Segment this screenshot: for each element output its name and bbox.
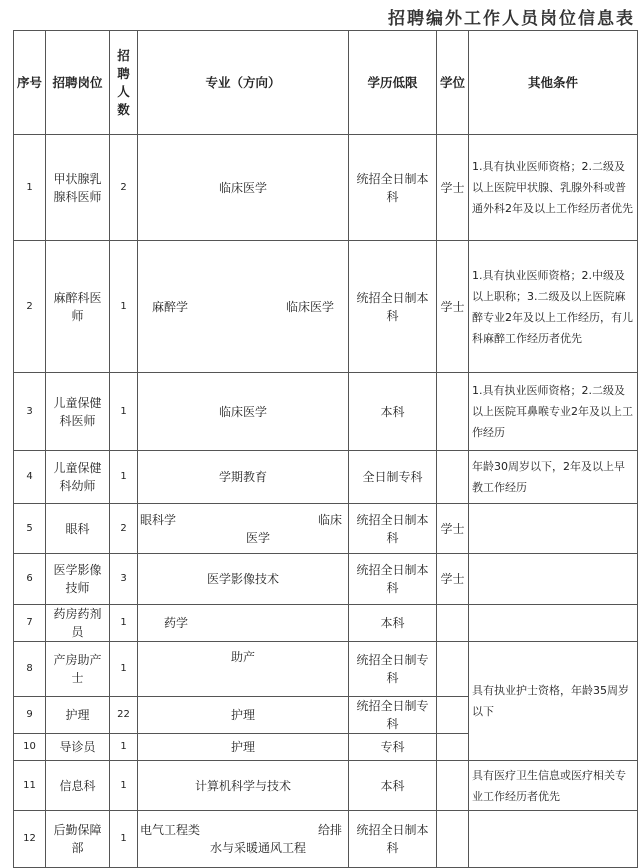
row-post: 后勤保障部 bbox=[46, 811, 110, 868]
row-major: 护理 bbox=[138, 697, 349, 734]
row-count: 1 bbox=[110, 734, 138, 761]
row-count: 1 bbox=[110, 761, 138, 811]
header-major: 专业（方向） bbox=[138, 31, 349, 135]
row-cond bbox=[469, 504, 638, 554]
row-edu: 全日制专科 bbox=[349, 451, 437, 504]
header-degree: 学位 bbox=[437, 31, 469, 135]
header-post: 招聘岗位 bbox=[46, 31, 110, 135]
row-cond: 1.具有执业医师资格；2.二级及以上医院甲状腺、乳腺外科或普通外科2年及以上工作经历者优先 bbox=[469, 135, 638, 241]
row-post: 护理 bbox=[46, 697, 110, 734]
row-major-a: 麻醉学 bbox=[152, 299, 189, 314]
row-edu: 统招全日制本科 bbox=[349, 135, 437, 241]
row-major: 助产 bbox=[138, 642, 349, 697]
row-count: 1 bbox=[110, 811, 138, 868]
row-edu: 专科 bbox=[349, 734, 437, 761]
row-major-b: 临床医学 bbox=[285, 299, 334, 314]
row-seq: 6 bbox=[14, 554, 46, 605]
row-seq: 12 bbox=[14, 811, 46, 868]
table-row bbox=[14, 504, 638, 554]
row-degree bbox=[437, 697, 469, 734]
row-post: 儿童保健科幼师 bbox=[46, 451, 110, 504]
row-seq: 11 bbox=[14, 761, 46, 811]
row-degree bbox=[437, 605, 469, 642]
row-post: 信息科 bbox=[46, 761, 110, 811]
row-seq: 9 bbox=[14, 697, 46, 734]
row-edu: 本科 bbox=[349, 373, 437, 451]
table-row bbox=[14, 761, 638, 811]
row-cond bbox=[469, 605, 638, 642]
row-major: 临床医学 bbox=[138, 373, 349, 451]
row-cond-merged: 具有执业护士资格，年龄35周岁以下 bbox=[469, 642, 638, 761]
row-edu: 统招全日制本科 bbox=[349, 504, 437, 554]
row-cond: 1.具有执业医师资格；2.二级及以上医院耳鼻喉专业2年及以上工作经历 bbox=[469, 373, 638, 451]
table-row bbox=[14, 241, 638, 373]
row-post: 医学影像技师 bbox=[46, 554, 110, 605]
row-major-c: 水与采暖通风工程 bbox=[209, 841, 306, 855]
row-edu: 统招全日制专科 bbox=[349, 642, 437, 697]
header-edu: 学历低限 bbox=[349, 31, 437, 135]
row-degree: 学士 bbox=[437, 135, 469, 241]
table-row bbox=[14, 642, 638, 697]
positions-table bbox=[13, 30, 638, 868]
row-edu: 统招全日制本科 bbox=[349, 811, 437, 868]
row-major: 医学影像技术 bbox=[138, 554, 349, 605]
row-count: 1 bbox=[110, 241, 138, 373]
row-major: 药学 bbox=[138, 605, 349, 642]
row-seq: 8 bbox=[14, 642, 46, 697]
row-count: 1 bbox=[110, 605, 138, 642]
row-major: 计算机科学与技术 bbox=[138, 761, 349, 811]
row-major-a: 电气工程类 bbox=[140, 823, 201, 837]
row-major-b: 给排 bbox=[317, 823, 342, 837]
row-degree: 学士 bbox=[437, 554, 469, 605]
table-row bbox=[14, 811, 638, 868]
table-row bbox=[14, 605, 638, 642]
row-count: 2 bbox=[110, 135, 138, 241]
row-seq: 7 bbox=[14, 605, 46, 642]
table-row bbox=[14, 373, 638, 451]
row-post: 儿童保健科医师 bbox=[46, 373, 110, 451]
row-cond: 1.具有执业医师资格；2.中级及以上职称；3.二级及以上医院麻醉专业2年及以上工作经历，有儿科麻醉工作经历者优先 bbox=[469, 241, 638, 373]
row-edu: 统招全日制专科 bbox=[349, 697, 437, 734]
row-edu: 统招全日制本科 bbox=[349, 241, 437, 373]
header-seq: 序号 bbox=[14, 31, 46, 135]
page-title: 招聘编外工作人员岗位信息表 bbox=[388, 9, 635, 29]
row-major: 临床医学 bbox=[138, 135, 349, 241]
row-major-a: 眼科学 bbox=[140, 512, 177, 527]
row-degree bbox=[437, 373, 469, 451]
row-major: 学期教育 bbox=[138, 451, 349, 504]
table-row bbox=[14, 135, 638, 241]
row-post: 导诊员 bbox=[46, 734, 110, 761]
row-major bbox=[138, 811, 349, 868]
header-row bbox=[14, 31, 638, 135]
row-count: 1 bbox=[110, 642, 138, 697]
row-degree: 学士 bbox=[437, 241, 469, 373]
row-degree bbox=[437, 734, 469, 761]
row-edu: 本科 bbox=[349, 605, 437, 642]
row-cond: 具有医疗卫生信息或医疗相关专业工作经历者优先 bbox=[469, 761, 638, 811]
row-count: 22 bbox=[110, 697, 138, 734]
table-row bbox=[14, 451, 638, 504]
row-seq: 2 bbox=[14, 241, 46, 373]
row-degree bbox=[437, 811, 469, 868]
row-seq: 4 bbox=[14, 451, 46, 504]
row-post: 甲状腺乳腺科医师 bbox=[46, 135, 110, 241]
row-post: 药房药剂员 bbox=[46, 605, 110, 642]
header-count: 招聘人数 bbox=[110, 31, 138, 135]
row-major bbox=[138, 241, 349, 373]
row-post: 麻醉科医师 bbox=[46, 241, 110, 373]
header-cond: 其他条件 bbox=[469, 31, 638, 135]
row-edu: 本科 bbox=[349, 761, 437, 811]
row-major: 护理 bbox=[138, 734, 349, 761]
row-edu: 统招全日制本科 bbox=[349, 554, 437, 605]
row-seq: 3 bbox=[14, 373, 46, 451]
row-cond bbox=[469, 811, 638, 868]
row-count: 2 bbox=[110, 504, 138, 554]
table-row bbox=[14, 554, 638, 605]
row-seq: 5 bbox=[14, 504, 46, 554]
row-count: 1 bbox=[110, 373, 138, 451]
row-seq: 1 bbox=[14, 135, 46, 241]
row-post: 产房助产士 bbox=[46, 642, 110, 697]
row-count: 3 bbox=[110, 554, 138, 605]
row-major bbox=[138, 504, 349, 554]
row-major-b: 临床 bbox=[317, 512, 342, 527]
row-major-c: 医学 bbox=[245, 530, 270, 545]
row-post: 眼科 bbox=[46, 504, 110, 554]
row-degree bbox=[437, 761, 469, 811]
row-degree bbox=[437, 642, 469, 697]
row-degree: 学士 bbox=[437, 504, 469, 554]
row-count: 1 bbox=[110, 451, 138, 504]
row-cond: 年龄30周岁以下，2年及以上早教工作经历 bbox=[469, 451, 638, 504]
row-cond bbox=[469, 554, 638, 605]
row-degree bbox=[437, 451, 469, 504]
row-seq: 10 bbox=[14, 734, 46, 761]
